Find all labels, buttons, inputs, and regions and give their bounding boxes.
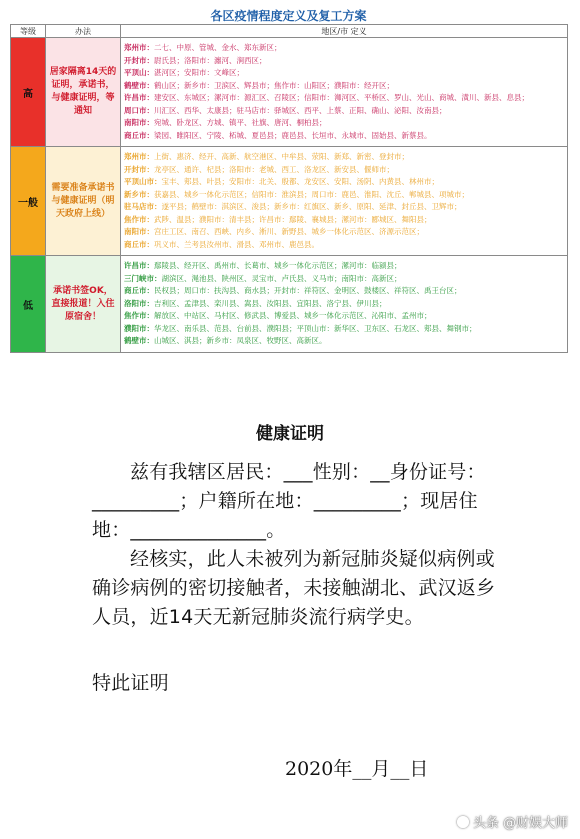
- level-cell-high: 高: [11, 38, 46, 147]
- area-line: [124, 189, 564, 202]
- watermark-text: 头条 @财娱大师: [472, 816, 568, 831]
- table-row-high: [11, 38, 568, 147]
- area-line: [124, 42, 564, 55]
- city-label: 新乡市：: [124, 189, 154, 199]
- area-list: 上街、惠济、经开、高新、航空港区、中牟县、荥阳、新郑、新密、登封市；: [154, 152, 409, 161]
- area-line: [124, 323, 564, 336]
- area-line: [124, 273, 564, 286]
- toutiao-logo-icon: [457, 816, 469, 828]
- area-list: 宫庄工区、南召、西峡、内乡、淅川、新野县、城乡一体化示范区、济源示范区；: [154, 227, 424, 236]
- area-list: 龙亭区、通许、杞县；洛阳市：老城、西工、洛龙区、新安县、偃师市；: [154, 164, 394, 174]
- certificate-date: 2020年__月__日: [285, 758, 429, 780]
- city-label: 周口市：: [124, 105, 154, 115]
- area-list: 梁园、睢阳区、宁陵、柘城、夏邑县；鹿邑县、长垣市、永城市、固始县、新蔡县。: [154, 130, 432, 140]
- area-line: [124, 260, 564, 273]
- table-header-row: [11, 25, 568, 38]
- area-line: [124, 226, 564, 239]
- level-cell-low: 低: [11, 256, 46, 353]
- areas-cell-low: [121, 256, 568, 353]
- city-label: 许昌市：: [124, 261, 154, 271]
- area-line: [124, 105, 564, 118]
- area-list: 遂平县；鹤壁市：淇滨区、浚县；新乡市：红旗区、新乡、原阳、延津、封丘县、卫辉市；: [161, 202, 462, 211]
- city-label: 平顶山：: [124, 68, 154, 77]
- city-label: 平顶山市：: [124, 177, 162, 186]
- area-list: 民权县；周口市：扶沟县、商水县；开封市：祥符区、金明区、鼓楼区、祥符区、禹王台区；: [154, 286, 462, 296]
- certificate-verification: 经核实，此人未被列为新冠肺炎疑似病例或确诊病例的密切接触者，未接触湖北、武汉返乡人员，近14天无新冠肺炎流行病学史。: [92, 548, 496, 628]
- area-line: [124, 55, 564, 68]
- area-line: [124, 117, 564, 130]
- table-row-low: [11, 256, 568, 353]
- table-row-medium: [11, 147, 568, 256]
- area-list: 二七、中原、管城、金水、郑东新区；: [154, 43, 282, 52]
- table-title: 各区疫情程度定义及复工方案: [210, 9, 367, 23]
- city-label: 焦作市：: [124, 214, 154, 224]
- area-list: 鹤山区；新乡市：卫滨区、辉县市；焦作市：山阳区；濮阳市：经开区；: [154, 80, 394, 90]
- area-line: [124, 130, 564, 143]
- city-label: 许昌市：: [124, 93, 154, 102]
- city-label: 商丘市：: [124, 130, 154, 140]
- city-label: 郑州市：: [124, 43, 154, 52]
- area-list: 华龙区、南乐县、范县、台前县、濮阳县；平顶山市：新华区、卫东区、石龙区、郏县、舞钢市；: [154, 323, 477, 333]
- area-line: [124, 67, 564, 80]
- area-list: 武陟、温县；濮阳市：清丰县；许昌市：鄢陵、襄城县；漯河市：郾城区、舞阳县；: [154, 214, 432, 224]
- city-label: 洛阳市：: [124, 298, 154, 308]
- city-label: 郑州市：: [124, 152, 154, 161]
- area-list: 川汇区、西华、太康县；驻马店市：驿城区、西平、上蔡、正阳、确山、泌阳、汝南县；: [154, 105, 447, 115]
- city-label: 鹤壁市：: [124, 336, 154, 346]
- area-line: [124, 201, 564, 214]
- header-method: 办法: [46, 25, 121, 38]
- header-areas: 地区/市 定义: [121, 25, 568, 38]
- city-label: 南阳市：: [124, 227, 154, 236]
- header-level: 等级: [11, 25, 46, 38]
- method-cell-medium: 需要准备承诺书与健康证明（明天政府上线）: [46, 147, 121, 256]
- area-list: 获嘉县、城乡一体化示范区；信阳市：淮滨县；周口市：鹿邑、淮阳、沈丘、郸城县、项城市；: [154, 189, 469, 199]
- area-list: 宝丰、郏县、叶县；安阳市：北关、殷都、龙安区、安阳、汤阴、内黄县、林州市；: [161, 177, 439, 186]
- method-cell-low: 承诺书签OK，直接报道！入住原宿舍！: [46, 256, 121, 353]
- area-line: [124, 92, 564, 105]
- city-label: 焦作市：: [124, 311, 154, 321]
- city-label: 南阳市：: [124, 118, 154, 127]
- area-line: [124, 151, 564, 164]
- area-line: [124, 164, 564, 177]
- areas-cell-medium: [121, 147, 568, 256]
- city-label: 濮阳市：: [124, 323, 154, 333]
- area-list: 宛城、卧龙区、方城、镇平、社旗、唐河、桐柏县；: [154, 118, 327, 127]
- city-label: 驻马店市：: [124, 202, 162, 211]
- area-list: 尉氏县；洛阳市：瀍河、涧西区；: [154, 55, 267, 65]
- watermark: [457, 812, 568, 831]
- epidemic-level-table-section: [10, 8, 567, 353]
- area-line: [124, 298, 564, 311]
- area-line: [124, 285, 564, 298]
- area-line: [124, 310, 564, 323]
- area-list: 巩义市、兰考县汝州市、滑县、邓州市、鹿邑县。: [154, 239, 319, 249]
- area-line: [124, 335, 564, 348]
- city-label: 商丘市：: [124, 239, 154, 249]
- area-list: 解放区、中站区、马村区、修武县、博爱县、城乡一体化示范区、沁阳市、孟州市；: [154, 311, 432, 321]
- city-label: 三门峡市：: [124, 273, 162, 283]
- area-line: [124, 239, 564, 252]
- level-cell-medium: 一般: [11, 147, 46, 256]
- city-label: 开封市：: [124, 55, 154, 65]
- area-list: 建安区、东城区；漯河市：源汇区、召陵区；信阳市：浉河区、平桥区、罗山、光山、商城、潢川、新县、息县；: [154, 93, 529, 102]
- city-label: 商丘市：: [124, 286, 154, 296]
- area-list: 湖滨区、渑池县、陕州区、灵宝市、卢氏县、义马市；南阳市：高新区；: [161, 273, 402, 283]
- certificate-closing: 特此证明: [92, 672, 169, 694]
- area-list: 吉利区、孟津县、栾川县、嵩县、汝阳县、宜阳县、洛宁县、伊川县；: [154, 298, 387, 308]
- area-list: 湛河区；安阳市：文峰区；: [154, 68, 244, 77]
- area-list: 鄢陵县、经开区、禹州市、长葛市、城乡一体化示范区；漯河市：临颍县；: [154, 261, 402, 271]
- epidemic-level-table: [10, 24, 568, 353]
- city-label: 开封市：: [124, 164, 154, 174]
- city-label: 鹤壁市：: [124, 80, 154, 90]
- area-line: [124, 80, 564, 93]
- certificate-resident-info: 兹有我辖区居民：___性别：__身份证号：_________；户籍所在地：_________；现居住地：______________。: [92, 461, 486, 541]
- certificate-title: 健康证明: [256, 424, 324, 444]
- area-list: 山城区、淇县；新乡市：凤泉区、牧野区、高新区。: [154, 336, 327, 346]
- method-cell-high: 居家隔离14天的证明，承诺书，与健康证明，等通知: [46, 38, 121, 147]
- area-line: [124, 214, 564, 227]
- areas-cell-high: [121, 38, 568, 147]
- area-line: [124, 176, 564, 189]
